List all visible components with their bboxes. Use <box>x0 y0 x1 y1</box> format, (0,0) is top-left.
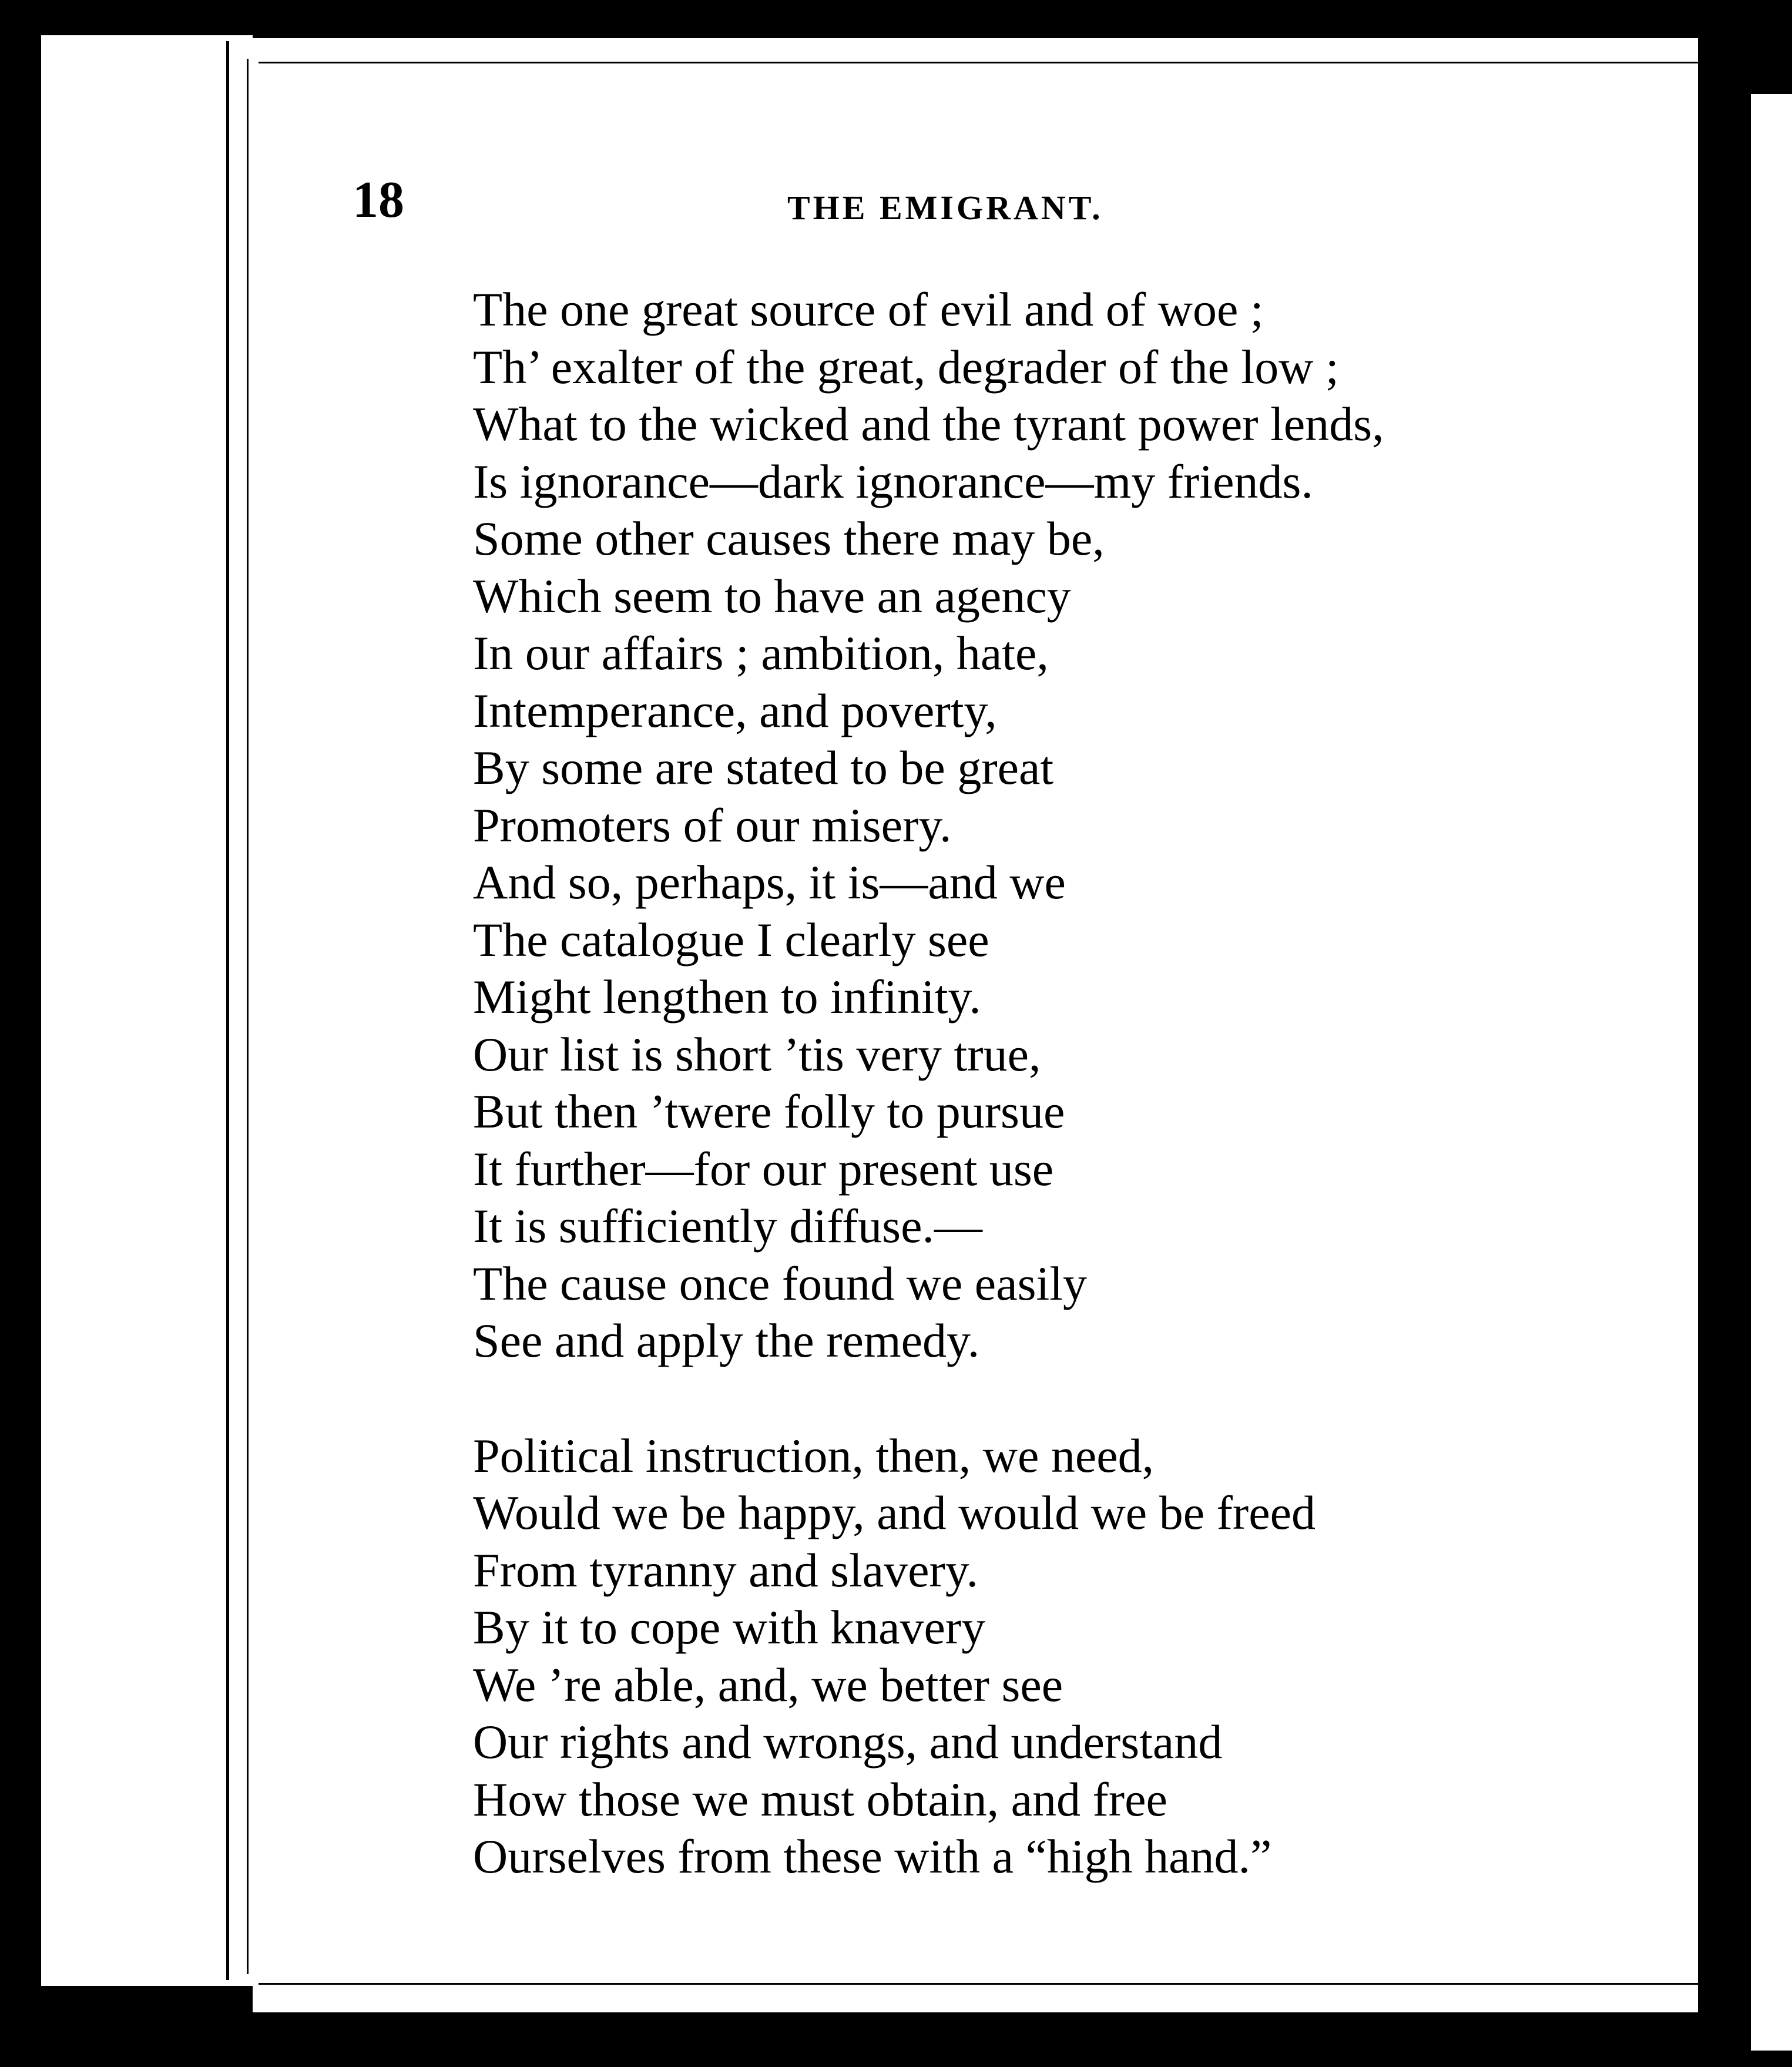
running-head <box>353 170 1281 241</box>
poem-line: See and apply the remedy. <box>473 1314 980 1367</box>
poem-line: Some other causes there may be, <box>473 512 1105 565</box>
poem-line: Th’ exalter of the great, degrader of the low ; <box>473 340 1339 394</box>
page-right-edge <box>1707 118 1710 1998</box>
poem-line: Might lengthen to infinity. <box>473 970 981 1024</box>
poem-line: In our affairs ; ambition, hate, <box>473 626 1049 680</box>
poem-body <box>473 281 1619 1885</box>
poem-line: It further—for our present use <box>473 1142 1054 1196</box>
poem-line: Would we be happy, and would we be freed <box>473 1486 1316 1539</box>
page-number: 18 <box>353 172 404 229</box>
poem-line: Our rights and wrongs, and understand <box>473 1715 1223 1769</box>
poem-line: We ’re able, and, we better see <box>473 1657 1063 1712</box>
page-top-edge <box>259 62 1710 63</box>
poem-line: From tyranny and slavery. <box>473 1543 979 1597</box>
poem-line: The catalogue I clearly see <box>473 912 989 967</box>
poem-line: Is ignorance—dark ignorance—my friends. <box>473 454 1313 508</box>
running-title: THE EMIGRANT. <box>787 189 1103 227</box>
scan-margin-right <box>1751 94 1792 2051</box>
poem-line: Which seem to have an agency <box>473 569 1071 623</box>
poem-line: What to the wicked and the tyrant power lends, <box>473 397 1384 451</box>
poem-line: The cause once found we easily <box>473 1256 1088 1310</box>
stanza-1 <box>473 281 1619 1370</box>
poem-line: Promoters of our misery. <box>473 798 952 852</box>
poem-line: The one great source of evil and of woe ; <box>473 283 1264 336</box>
poem-line: By some are stated to be great <box>473 741 1054 794</box>
poem-line: Ourselves from these with a “high hand.” <box>473 1830 1272 1883</box>
poem-line: Our list is short ’tis very true, <box>473 1027 1041 1081</box>
poem-line: By it to cope with knavery <box>473 1600 986 1654</box>
page-gutter-line-inner <box>247 59 249 1974</box>
page-bottom-edge <box>259 1983 1710 1985</box>
poem-line: It is sufficiently diffuse.— <box>473 1199 982 1253</box>
page-gutter-line <box>226 41 229 1980</box>
scan-margin-left <box>41 35 253 1986</box>
poem-line: And so, perhaps, it is—and we <box>473 855 1066 909</box>
poem-line: But then ’twere folly to pursue <box>473 1085 1065 1138</box>
poem-line: How those we must obtain, and free <box>473 1772 1167 1826</box>
stanza-2 <box>473 1427 1619 1885</box>
poem-line: Intemperance, and poverty, <box>473 683 997 737</box>
poem-line: Political instruction, then, we need, <box>473 1428 1155 1482</box>
